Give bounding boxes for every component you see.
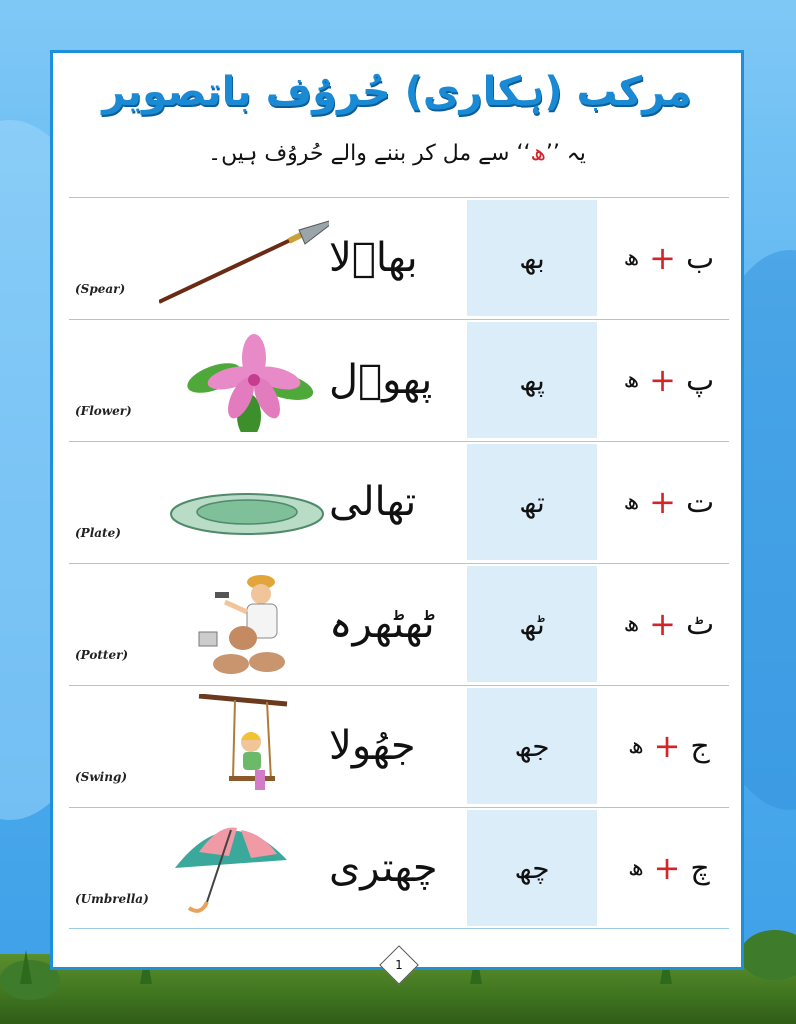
example-word: چھتری	[329, 845, 438, 891]
example-word: تھالی	[329, 479, 417, 525]
english-label: (Plate)	[75, 526, 121, 540]
plate-icon	[159, 450, 329, 554]
ha-letter: ھ	[623, 611, 640, 637]
ha-letter: ھ	[623, 367, 640, 393]
subtitle-pre: یہ ’’	[545, 141, 586, 166]
english-label: (Potter)	[75, 648, 129, 662]
letter-combination	[609, 320, 729, 440]
table-row	[69, 319, 729, 440]
grass-blade	[20, 950, 32, 984]
joined-letter: چھ	[467, 810, 597, 926]
letter-combination	[609, 442, 729, 562]
base-letter: ج	[690, 728, 710, 764]
ha-letter: ھ	[623, 245, 640, 271]
plus-sign: +	[649, 361, 676, 399]
joined-letter: ٹھ	[467, 566, 597, 682]
ha-letter: ھ	[623, 489, 640, 515]
joined-letter: تھ	[467, 444, 597, 560]
ha-letter: ھ	[628, 855, 644, 881]
english-label: (Swing)	[75, 770, 128, 784]
swing-icon	[159, 694, 329, 798]
example-word: جھُولا	[329, 723, 416, 769]
base-letter: پ	[685, 362, 715, 398]
flower-icon	[159, 328, 329, 432]
english-label: (Flower)	[75, 404, 132, 418]
base-letter: ت	[685, 484, 715, 520]
table-row	[69, 807, 729, 929]
plus-sign: +	[649, 605, 676, 643]
letter-combination	[609, 198, 729, 318]
table-row	[69, 685, 729, 806]
letter-combination	[609, 686, 729, 806]
potter-icon	[159, 572, 329, 676]
base-letter: چ	[690, 850, 710, 886]
subtitle-post: ‘‘ سے مل کر بننے والے حُروُف ہیں۔	[208, 141, 531, 166]
letter-combination	[609, 564, 729, 684]
plus-sign: +	[649, 483, 676, 521]
page-subtitle	[53, 141, 741, 166]
page-title: مرکب (ہکاری) حُروُف باتصویر	[102, 69, 692, 115]
table-row	[69, 441, 729, 562]
example-word: پھوؔل	[329, 357, 433, 403]
plus-sign: +	[653, 727, 681, 765]
plus-sign: +	[649, 239, 676, 277]
worksheet-card	[50, 50, 744, 970]
joined-letter: پھ	[467, 322, 597, 438]
example-word: ٹھٹھرہ	[329, 601, 435, 647]
joined-letter: بھ	[467, 200, 597, 316]
english-label: (Umbrella)	[75, 892, 149, 906]
subtitle-letter: ھ	[530, 141, 546, 166]
page-number-label: 1	[395, 958, 403, 972]
table-row	[69, 197, 729, 318]
plus-sign: +	[653, 849, 681, 887]
ha-letter: ھ	[628, 733, 644, 759]
table-row	[69, 563, 729, 684]
spear-icon	[159, 206, 329, 310]
letter-combination	[609, 808, 729, 928]
joined-letter: جھ	[467, 688, 597, 804]
base-letter: ب	[685, 240, 715, 276]
example-word: بھاؔلا	[329, 235, 418, 281]
base-letter: ٹ	[685, 606, 715, 642]
umbrella-icon	[159, 816, 329, 920]
english-label: (Spear)	[75, 282, 126, 296]
